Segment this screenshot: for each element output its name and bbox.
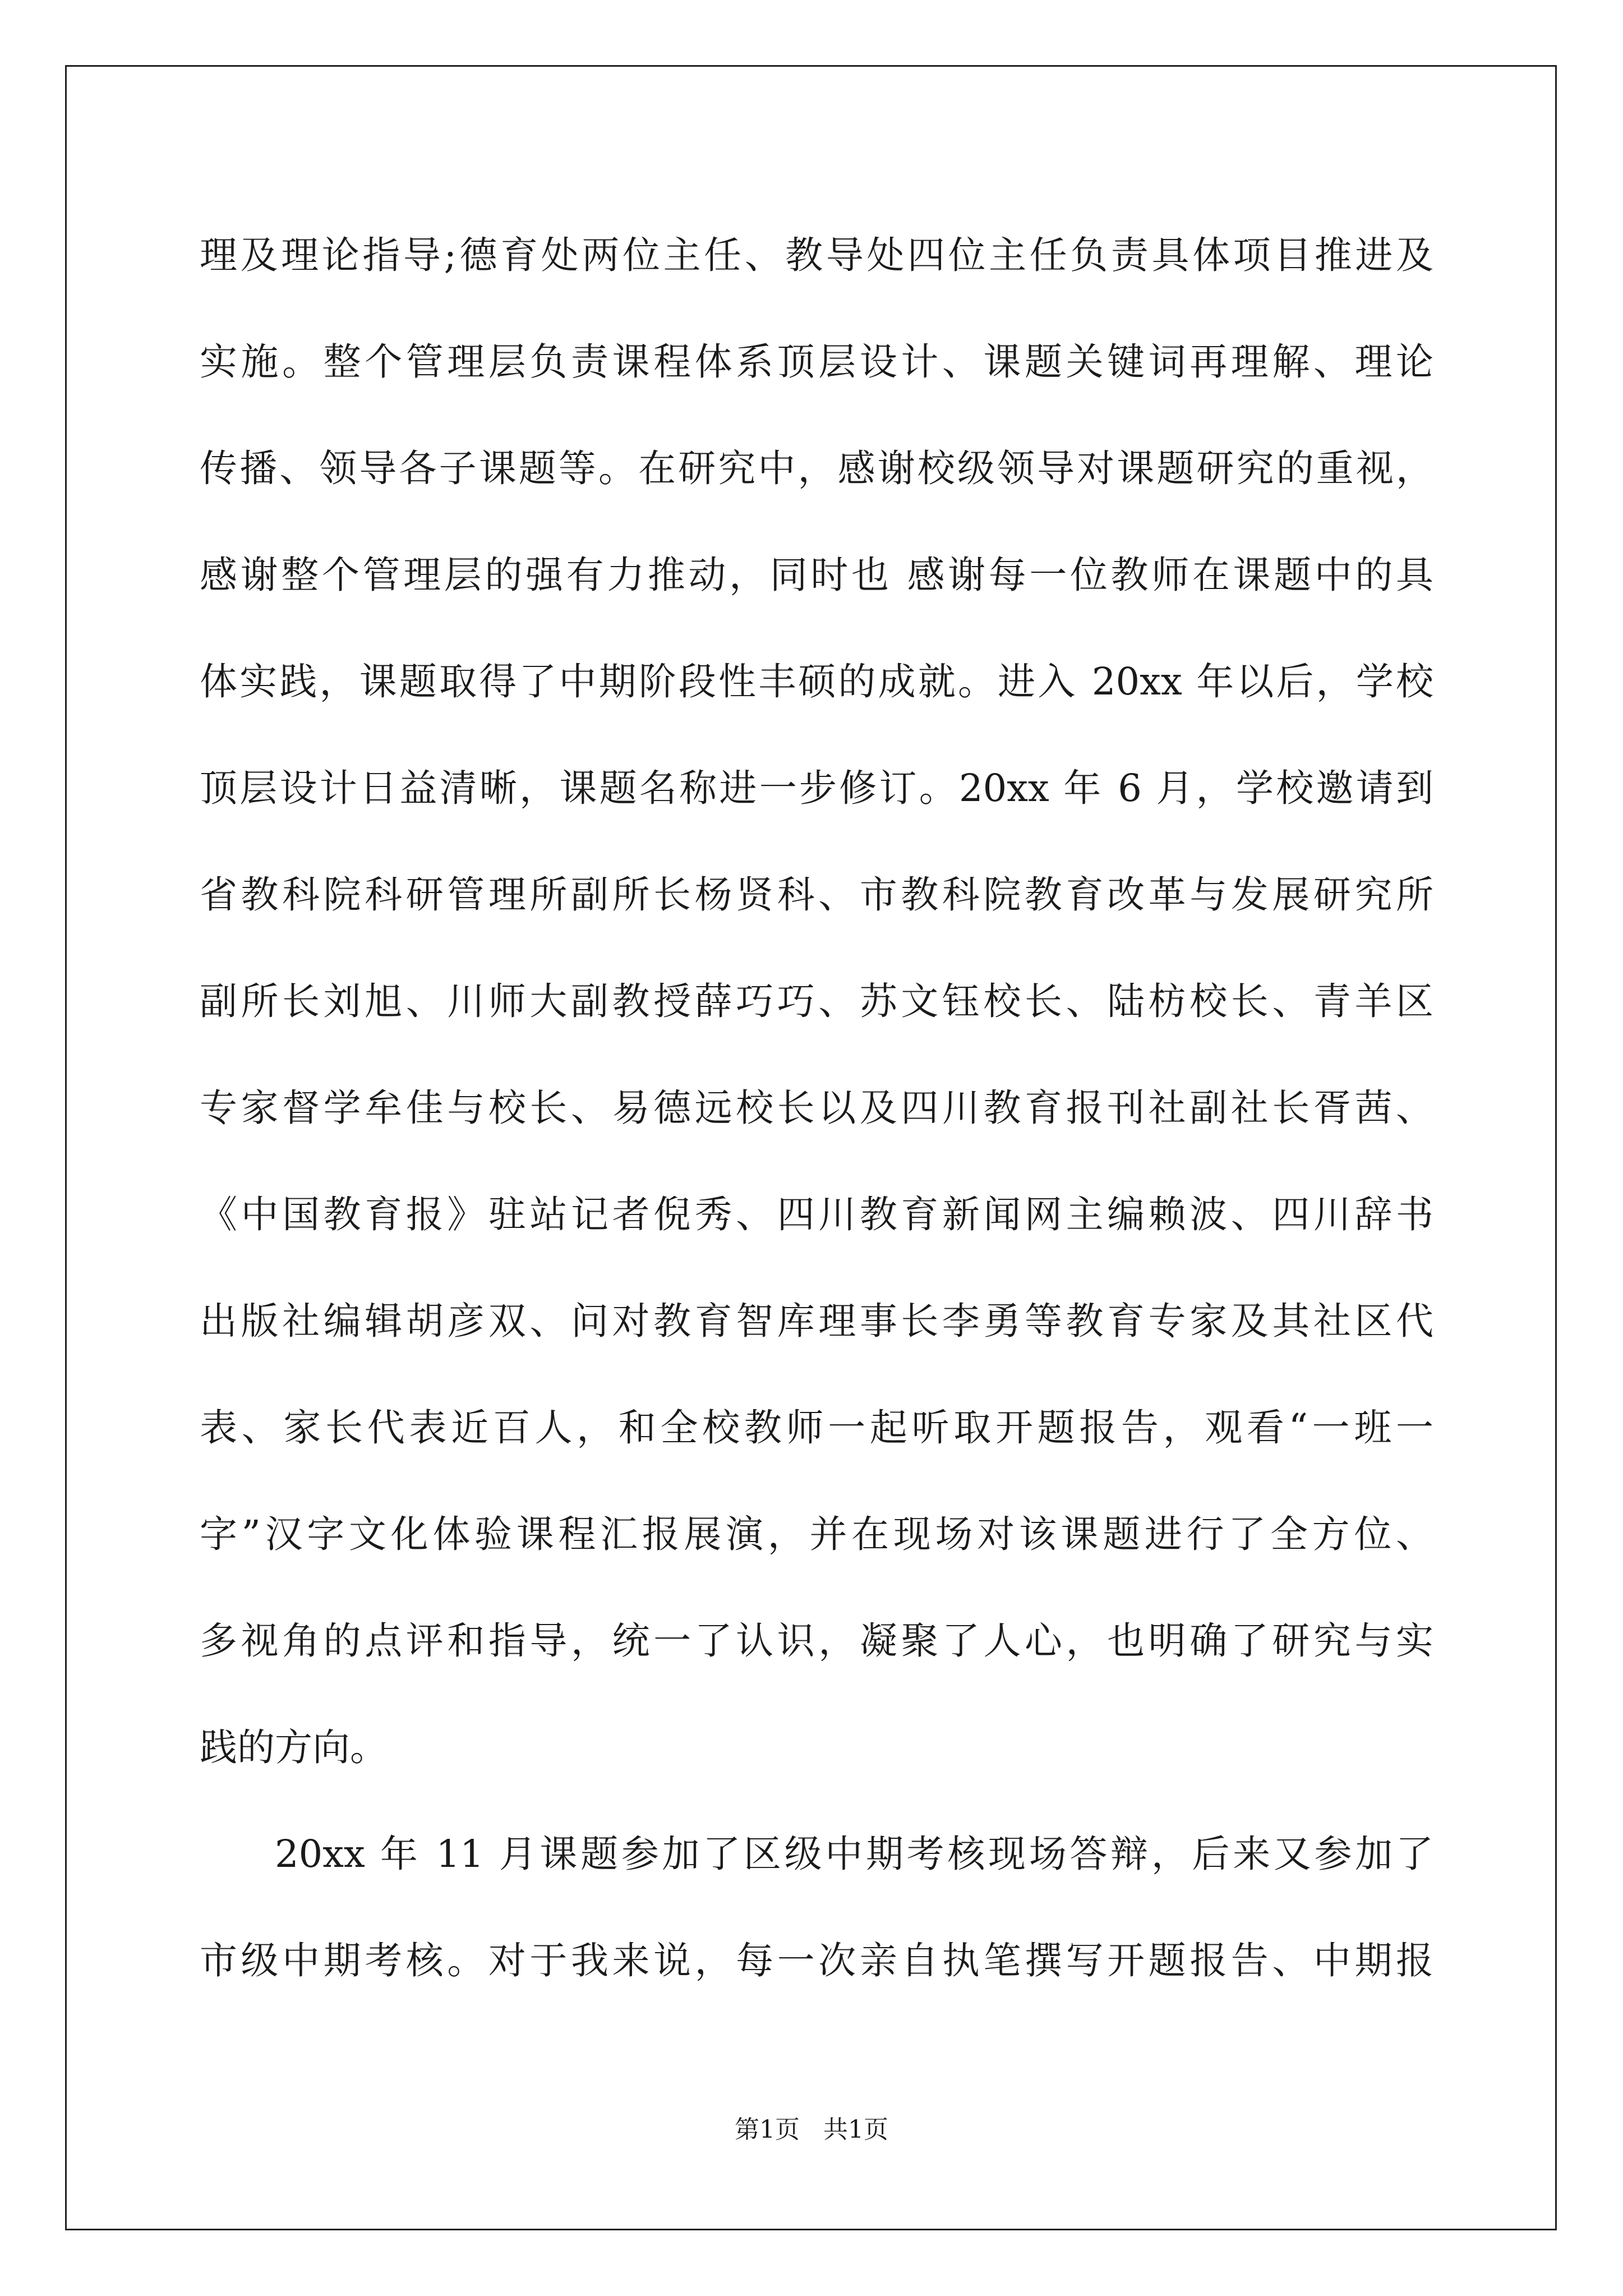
page-total: 共1页 [823, 2115, 888, 2144]
text-line: 多视角的点评和指导，统一了认识，凝聚了人心，也明确了研究与实 [200, 1619, 1433, 1663]
text-line: 践的方向。 [200, 1726, 388, 1769]
page-footer [0, 2109, 1623, 2145]
text-line: 副所长刘旭、川师大副教授薛巧巧、苏文钰校长、陆枋校长、青羊区 [200, 979, 1433, 1023]
text-line: 理及理论指导;德育处两位主任、教导处四位主任负责具体项目推进及 [200, 233, 1433, 277]
page-number: 第1页 [735, 2115, 800, 2144]
text-line: 省教科院科研管理所副所长杨贤科、市教科院教育改革与发展研究所 [200, 873, 1433, 917]
text-line: 实施。整个管理层负责课程体系顶层设计、课题关键词再理解、理论 [200, 340, 1433, 384]
text-line: 《中国教育报》驻站记者倪秀、四川教育新闻网主编赖波、四川辞书 [200, 1193, 1433, 1236]
text-line: 体实践，课题取得了中期阶段性丰硕的成就。进入 20xx 年以后，学校 [200, 660, 1433, 703]
text-line: 传播、领导各子课题等。在研究中，感谢校级领导对课题研究的重视， [200, 447, 1433, 490]
text-line: 市级中期考核。对于我来说，每一次亲自执笔撰写开题报告、中期报 [200, 1939, 1433, 1982]
text-line: 感谢整个管理层的强有力推动，同时也 感谢每一位教师在课题中的具 [200, 553, 1433, 597]
document-body [200, 202, 1433, 2014]
text-line: 专家督学牟佳与校长、易德远校长以及四川教育报刊社副社长胥茜、 [200, 1086, 1433, 1130]
text-line: 顶层设计日益清晰，课题名称进一步修订。20xx 年 6 月，学校邀请到 [200, 766, 1433, 810]
text-line: 出版社编辑胡彦双、问对教育智库理事长李勇等教育专家及其社区代 [200, 1299, 1433, 1343]
text-line: 表、家长代表近百人，和全校教师一起听取开题报告，观看“一班一 [200, 1406, 1433, 1450]
text-line: 20xx 年 11 月课题参加了区级中期考核现场答辩，后来又参加了 [275, 1832, 1433, 1876]
text-line: 字”汉字文化体验课程汇报展演，并在现场对该课题进行了全方位、 [200, 1512, 1433, 1556]
